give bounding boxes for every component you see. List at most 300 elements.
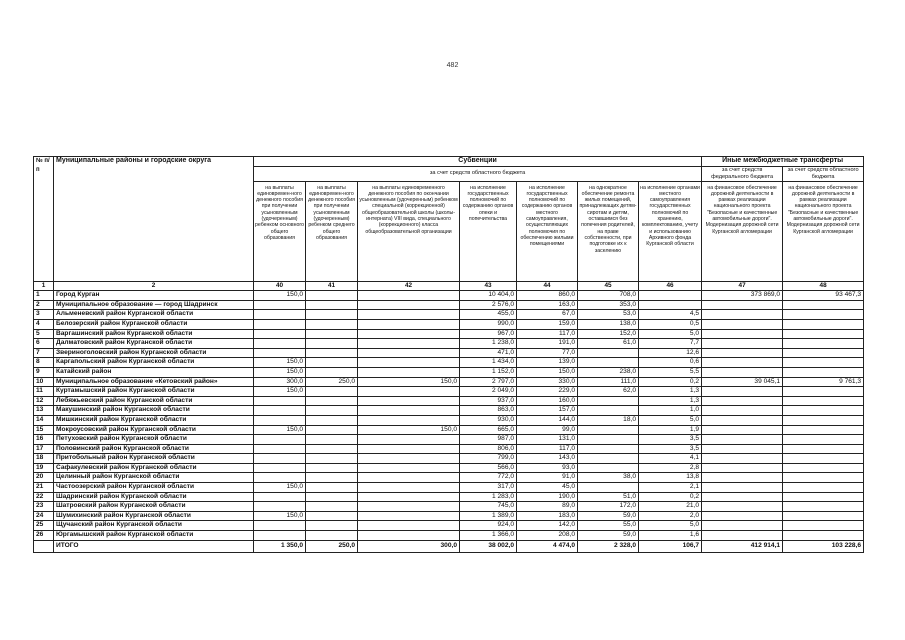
value-cell <box>702 444 783 454</box>
colnum-cell: 2 <box>54 281 254 291</box>
value-cell: 7,7 <box>639 339 702 349</box>
value-cell <box>306 511 358 521</box>
value-cell <box>306 387 358 397</box>
value-cell: 1 283,0 <box>460 492 517 502</box>
value-cell: 2 049,0 <box>460 387 517 397</box>
row-number: 25 <box>34 521 54 531</box>
row-number: 3 <box>34 310 54 320</box>
table-row <box>34 387 864 397</box>
value-cell <box>306 406 358 416</box>
header-other-transfers: Иные межбюджетные трансферты <box>702 157 864 167</box>
value-cell <box>358 387 460 397</box>
value-cell <box>358 358 460 368</box>
value-cell: 412 914,1 <box>702 540 783 552</box>
value-cell: 937,0 <box>460 396 517 406</box>
value-cell <box>783 473 864 483</box>
value-cell: 172,0 <box>578 502 639 512</box>
value-cell <box>783 521 864 531</box>
value-cell <box>254 406 306 416</box>
value-cell <box>306 454 358 464</box>
row-number: 1 <box>34 291 54 301</box>
value-cell <box>702 329 783 339</box>
value-cell <box>306 531 358 541</box>
region-name: Альменевский район Курганской области <box>54 310 254 320</box>
region-name: Лебяжьевский район Курганской области <box>54 396 254 406</box>
table-row <box>34 358 864 368</box>
value-cell <box>702 463 783 473</box>
value-cell <box>702 521 783 531</box>
value-cell: 160,0 <box>517 396 578 406</box>
value-cell: 566,0 <box>460 463 517 473</box>
region-name: Шумихинский район Курганской области <box>54 511 254 521</box>
value-cell: 0,6 <box>639 358 702 368</box>
region-name: Половинский район Курганской области <box>54 444 254 454</box>
value-cell: 51,0 <box>578 492 639 502</box>
value-cell: 4,5 <box>639 310 702 320</box>
table-row <box>34 406 864 416</box>
value-cell <box>578 483 639 493</box>
value-cell: 1,6 <box>639 531 702 541</box>
region-name: Далматовский район Курганской области <box>54 339 254 349</box>
value-cell: 117,0 <box>517 444 578 454</box>
region-name: Муниципальное образование «Кетовский район» <box>54 377 254 387</box>
table-row <box>34 511 864 521</box>
table-row <box>34 531 864 541</box>
row-number: 10 <box>34 377 54 387</box>
column-description: на выплаты единовременного денежного пособия по окончании усыновленным (удочеренным) ребенком специальной (коррекционной) общеобразовательной школы (школы-интерната) VIII вида, специального (коррекционного) класса общеобразовательной организации <box>358 181 460 281</box>
table-row <box>34 463 864 473</box>
value-cell: 3,5 <box>639 444 702 454</box>
column-description: на выплаты единовремен-ного денежного пособия при получении усыновленным (удочеренным) ребенком среднего общего образования <box>306 181 358 281</box>
value-cell: 138,0 <box>578 319 639 329</box>
value-cell: 157,0 <box>517 406 578 416</box>
value-cell: 21,0 <box>639 502 702 512</box>
region-name: Каргапольский район Курганской области <box>54 358 254 368</box>
value-cell: 106,7 <box>639 540 702 552</box>
value-cell: 159,0 <box>517 319 578 329</box>
value-cell: 45,0 <box>517 483 578 493</box>
subventions-table <box>33 156 864 553</box>
value-cell: 144,0 <box>517 415 578 425</box>
colnum-cell: 42 <box>358 281 460 291</box>
colnum-cell: 1 <box>34 281 54 291</box>
value-cell: 18,0 <box>578 415 639 425</box>
value-cell <box>578 454 639 464</box>
value-cell: 13,8 <box>639 473 702 483</box>
value-cell <box>702 406 783 416</box>
row-number: 23 <box>34 502 54 512</box>
row-number: 13 <box>34 406 54 416</box>
value-cell <box>578 406 639 416</box>
value-cell <box>358 406 460 416</box>
value-cell: 1 389,0 <box>460 511 517 521</box>
value-cell: 238,0 <box>578 367 639 377</box>
value-cell: 924,0 <box>460 521 517 531</box>
value-cell: 665,0 <box>460 425 517 435</box>
value-cell: 1,0 <box>639 406 702 416</box>
value-cell: 0,2 <box>639 492 702 502</box>
value-cell: 5,0 <box>639 329 702 339</box>
value-cell: 111,0 <box>578 377 639 387</box>
colnum-cell: 44 <box>517 281 578 291</box>
region-name: Сафакулевский район Курганской области <box>54 463 254 473</box>
value-cell <box>358 291 460 301</box>
value-cell: 12,6 <box>639 348 702 358</box>
value-cell <box>306 358 358 368</box>
value-cell <box>254 300 306 310</box>
value-cell: 229,0 <box>517 387 578 397</box>
region-name: Муниципальное образование — город Шадринск <box>54 300 254 310</box>
value-cell <box>306 310 358 320</box>
row-number: 21 <box>34 483 54 493</box>
value-cell <box>306 444 358 454</box>
value-cell <box>254 348 306 358</box>
value-cell: 471,0 <box>460 348 517 358</box>
value-cell: 860,0 <box>517 291 578 301</box>
value-cell: 1,3 <box>639 387 702 397</box>
colnum-cell: 43 <box>460 281 517 291</box>
value-cell: 772,0 <box>460 473 517 483</box>
value-cell <box>702 473 783 483</box>
value-cell: 150,0 <box>517 367 578 377</box>
value-cell: 1 366,0 <box>460 531 517 541</box>
value-cell <box>254 492 306 502</box>
value-cell: 708,0 <box>578 291 639 301</box>
value-cell: 190,0 <box>517 492 578 502</box>
value-cell <box>783 502 864 512</box>
value-cell <box>578 444 639 454</box>
value-cell <box>254 310 306 320</box>
value-cell <box>702 348 783 358</box>
value-cell: 38 002,0 <box>460 540 517 552</box>
value-cell <box>306 435 358 445</box>
value-cell <box>783 339 864 349</box>
value-cell <box>254 319 306 329</box>
value-cell: 61,0 <box>578 339 639 349</box>
value-cell: 152,0 <box>578 329 639 339</box>
value-cell: 208,0 <box>517 531 578 541</box>
value-cell <box>254 502 306 512</box>
header-subventions-source: за счет средств областного бюджета <box>254 166 702 181</box>
colnum-cell: 45 <box>578 281 639 291</box>
row-number <box>34 540 54 552</box>
value-cell <box>783 406 864 416</box>
value-cell: 863,0 <box>460 406 517 416</box>
value-cell: 62,0 <box>578 387 639 397</box>
value-cell <box>783 435 864 445</box>
value-cell <box>254 435 306 445</box>
value-cell <box>306 521 358 531</box>
value-cell <box>578 396 639 406</box>
value-cell <box>578 435 639 445</box>
table-row <box>34 339 864 349</box>
value-cell: 150,0 <box>254 511 306 521</box>
value-cell: 967,0 <box>460 329 517 339</box>
value-cell: 5,0 <box>639 521 702 531</box>
value-cell: 93,0 <box>517 463 578 473</box>
value-cell: 5,0 <box>639 415 702 425</box>
table-row <box>34 367 864 377</box>
region-name: Белозерский район Курганской области <box>54 319 254 329</box>
value-cell <box>783 511 864 521</box>
region-name: Петуховский район Курганской области <box>54 435 254 445</box>
value-cell <box>358 310 460 320</box>
value-cell: 53,0 <box>578 310 639 320</box>
value-cell <box>578 463 639 473</box>
value-cell: 150,0 <box>254 425 306 435</box>
colnum-cell: 41 <box>306 281 358 291</box>
value-cell: 1,9 <box>639 425 702 435</box>
value-cell: 990,0 <box>460 319 517 329</box>
table-row <box>34 291 864 301</box>
value-cell <box>702 310 783 320</box>
header-num: № п/п <box>34 157 54 282</box>
value-cell: 300,0 <box>358 540 460 552</box>
table-row <box>34 300 864 310</box>
table-row <box>34 492 864 502</box>
table-row <box>34 319 864 329</box>
value-cell: 4,1 <box>639 454 702 464</box>
value-cell <box>578 358 639 368</box>
table-row <box>34 310 864 320</box>
value-cell <box>358 329 460 339</box>
value-cell <box>306 319 358 329</box>
value-cell: 150,0 <box>254 358 306 368</box>
value-cell <box>578 425 639 435</box>
value-cell: 99,0 <box>517 425 578 435</box>
region-name: Шадринский район Курганской области <box>54 492 254 502</box>
value-cell: 163,0 <box>517 300 578 310</box>
region-name: Катайский район <box>54 367 254 377</box>
value-cell: 2,1 <box>639 483 702 493</box>
table-row <box>34 483 864 493</box>
value-cell: 10 404,0 <box>460 291 517 301</box>
table-row <box>34 473 864 483</box>
region-name: Юргамышский район Курганской области <box>54 531 254 541</box>
value-cell: 1 152,0 <box>460 367 517 377</box>
region-name: Шатровский район Курганской области <box>54 502 254 512</box>
value-cell: 150,0 <box>254 387 306 397</box>
value-cell <box>783 358 864 368</box>
value-cell: 806,0 <box>460 444 517 454</box>
value-cell <box>783 463 864 473</box>
value-cell <box>783 310 864 320</box>
value-cell <box>306 425 358 435</box>
table-row <box>34 444 864 454</box>
value-cell: 150,0 <box>358 377 460 387</box>
value-cell: 0,2 <box>639 377 702 387</box>
value-cell <box>639 300 702 310</box>
region-name: Щучанский район Курганской области <box>54 521 254 531</box>
region-name: Мишкинский район Курганской области <box>54 415 254 425</box>
row-number: 19 <box>34 463 54 473</box>
value-cell: 143,0 <box>517 454 578 464</box>
value-cell: 183,0 <box>517 511 578 521</box>
value-cell <box>306 291 358 301</box>
region-name: Звериноголовский район Курганской области <box>54 348 254 358</box>
column-description: на исполнение государственных полномочий по содержанию органов местного самоуправления, осуществляющих полномочия по обеспечению жилыми помещениями <box>517 181 578 281</box>
value-cell <box>358 444 460 454</box>
value-cell: 117,0 <box>517 329 578 339</box>
value-cell: 5,5 <box>639 367 702 377</box>
row-number: 20 <box>34 473 54 483</box>
header-other-federal: за счет средств федерального бюджета <box>702 166 783 181</box>
row-number: 18 <box>34 454 54 464</box>
row-number: 6 <box>34 339 54 349</box>
value-cell: 300,0 <box>254 377 306 387</box>
region-name: Город Курган <box>54 291 254 301</box>
row-number: 5 <box>34 329 54 339</box>
value-cell <box>358 531 460 541</box>
region-name: Куртамышский район Курганской области <box>54 387 254 397</box>
column-description: на исполнение государственных полномочий по содержанию органов опеки и попечительства <box>460 181 517 281</box>
column-description: на финансовое обеспечение дорожной деятельности в рамках реализации национального проекта "Безопасные и качественные автомобильные дороги". Модернизация дорожной сети Курганской агломерации <box>702 181 783 281</box>
value-cell <box>306 463 358 473</box>
value-cell: 59,0 <box>578 511 639 521</box>
value-cell: 1,3 <box>639 396 702 406</box>
value-cell <box>783 348 864 358</box>
value-cell <box>254 444 306 454</box>
row-number: 17 <box>34 444 54 454</box>
row-number: 2 <box>34 300 54 310</box>
region-name: Притобольный район Курганской области <box>54 454 254 464</box>
table-row <box>34 329 864 339</box>
value-cell: 89,0 <box>517 502 578 512</box>
value-cell: 373 869,0 <box>702 291 783 301</box>
row-number: 9 <box>34 367 54 377</box>
value-cell <box>702 415 783 425</box>
value-cell <box>358 511 460 521</box>
table-row <box>34 396 864 406</box>
colnum-cell: 40 <box>254 281 306 291</box>
value-cell <box>702 425 783 435</box>
region-name: Частоозерский район Курганской области <box>54 483 254 493</box>
region-name: Макушинский район Курганской области <box>54 406 254 416</box>
value-cell <box>306 300 358 310</box>
value-cell <box>783 415 864 425</box>
value-cell <box>702 339 783 349</box>
value-cell <box>702 502 783 512</box>
page-number: 482 <box>446 62 459 69</box>
value-cell <box>358 473 460 483</box>
value-cell <box>358 396 460 406</box>
value-cell <box>702 483 783 493</box>
value-cell: 4 474,0 <box>517 540 578 552</box>
header-other-regional: за счет средств областного бюджета <box>783 166 864 181</box>
value-cell: 250,0 <box>306 377 358 387</box>
row-number: 11 <box>34 387 54 397</box>
value-cell: 39 045,1 <box>702 377 783 387</box>
value-cell <box>306 396 358 406</box>
value-cell <box>702 492 783 502</box>
value-cell: 2 328,0 <box>578 540 639 552</box>
value-cell: 1 434,0 <box>460 358 517 368</box>
value-cell: 745,0 <box>460 502 517 512</box>
value-cell: 455,0 <box>460 310 517 320</box>
value-cell <box>783 531 864 541</box>
total-row <box>34 540 864 552</box>
value-cell: 150,0 <box>254 483 306 493</box>
value-cell <box>702 454 783 464</box>
value-cell: 330,0 <box>517 377 578 387</box>
value-cell <box>702 396 783 406</box>
header-region: Муниципальные районы и городские округа <box>54 157 254 282</box>
value-cell: 1 238,0 <box>460 339 517 349</box>
value-cell <box>254 463 306 473</box>
value-cell <box>306 502 358 512</box>
value-cell: 250,0 <box>306 540 358 552</box>
region-name: Варгашинский район Курганской области <box>54 329 254 339</box>
value-cell <box>358 367 460 377</box>
row-number: 7 <box>34 348 54 358</box>
value-cell <box>306 415 358 425</box>
value-cell: 3,5 <box>639 435 702 445</box>
value-cell <box>306 329 358 339</box>
value-cell <box>358 521 460 531</box>
row-number: 12 <box>34 396 54 406</box>
value-cell <box>702 300 783 310</box>
value-cell <box>358 454 460 464</box>
value-cell <box>702 435 783 445</box>
value-cell <box>358 348 460 358</box>
value-cell <box>783 396 864 406</box>
table-row <box>34 502 864 512</box>
value-cell: 191,0 <box>517 339 578 349</box>
value-cell: 987,0 <box>460 435 517 445</box>
row-number: 4 <box>34 319 54 329</box>
value-cell <box>306 492 358 502</box>
value-cell <box>783 483 864 493</box>
value-cell: 9 761,3 <box>783 377 864 387</box>
value-cell <box>702 531 783 541</box>
value-cell: 1 350,0 <box>254 540 306 552</box>
table-row <box>34 435 864 445</box>
value-cell: 2 576,0 <box>460 300 517 310</box>
table-row <box>34 425 864 435</box>
value-cell <box>358 319 460 329</box>
value-cell: 150,0 <box>254 291 306 301</box>
colnum-cell: 47 <box>702 281 783 291</box>
value-cell: 59,0 <box>578 531 639 541</box>
value-cell: 353,0 <box>578 300 639 310</box>
value-cell: 139,0 <box>517 358 578 368</box>
value-cell <box>254 531 306 541</box>
table-row <box>34 454 864 464</box>
value-cell <box>358 463 460 473</box>
value-cell <box>306 473 358 483</box>
value-cell <box>358 339 460 349</box>
value-cell <box>639 291 702 301</box>
header-subventions: Субвенции <box>254 157 702 167</box>
column-description: на выплаты единовремен-ного денежного пособия при получении усыновленным (удочеренным) ребенком основного общего образования <box>254 181 306 281</box>
value-cell <box>783 387 864 397</box>
table-row <box>34 415 864 425</box>
value-cell <box>358 415 460 425</box>
value-cell <box>702 367 783 377</box>
value-cell <box>702 511 783 521</box>
value-cell: 799,0 <box>460 454 517 464</box>
row-number: 15 <box>34 425 54 435</box>
value-cell <box>702 358 783 368</box>
value-cell: 317,0 <box>460 483 517 493</box>
value-cell <box>358 483 460 493</box>
value-cell <box>254 473 306 483</box>
value-cell <box>306 339 358 349</box>
value-cell <box>702 319 783 329</box>
value-cell: 38,0 <box>578 473 639 483</box>
value-cell <box>358 502 460 512</box>
column-description: на финансовое обеспечение дорожной деятельности в рамках реализации национального проекта "Безопасные и качественные автомобильные дороги". Модернизация дорожной сети Курганской агломерации <box>783 181 864 281</box>
